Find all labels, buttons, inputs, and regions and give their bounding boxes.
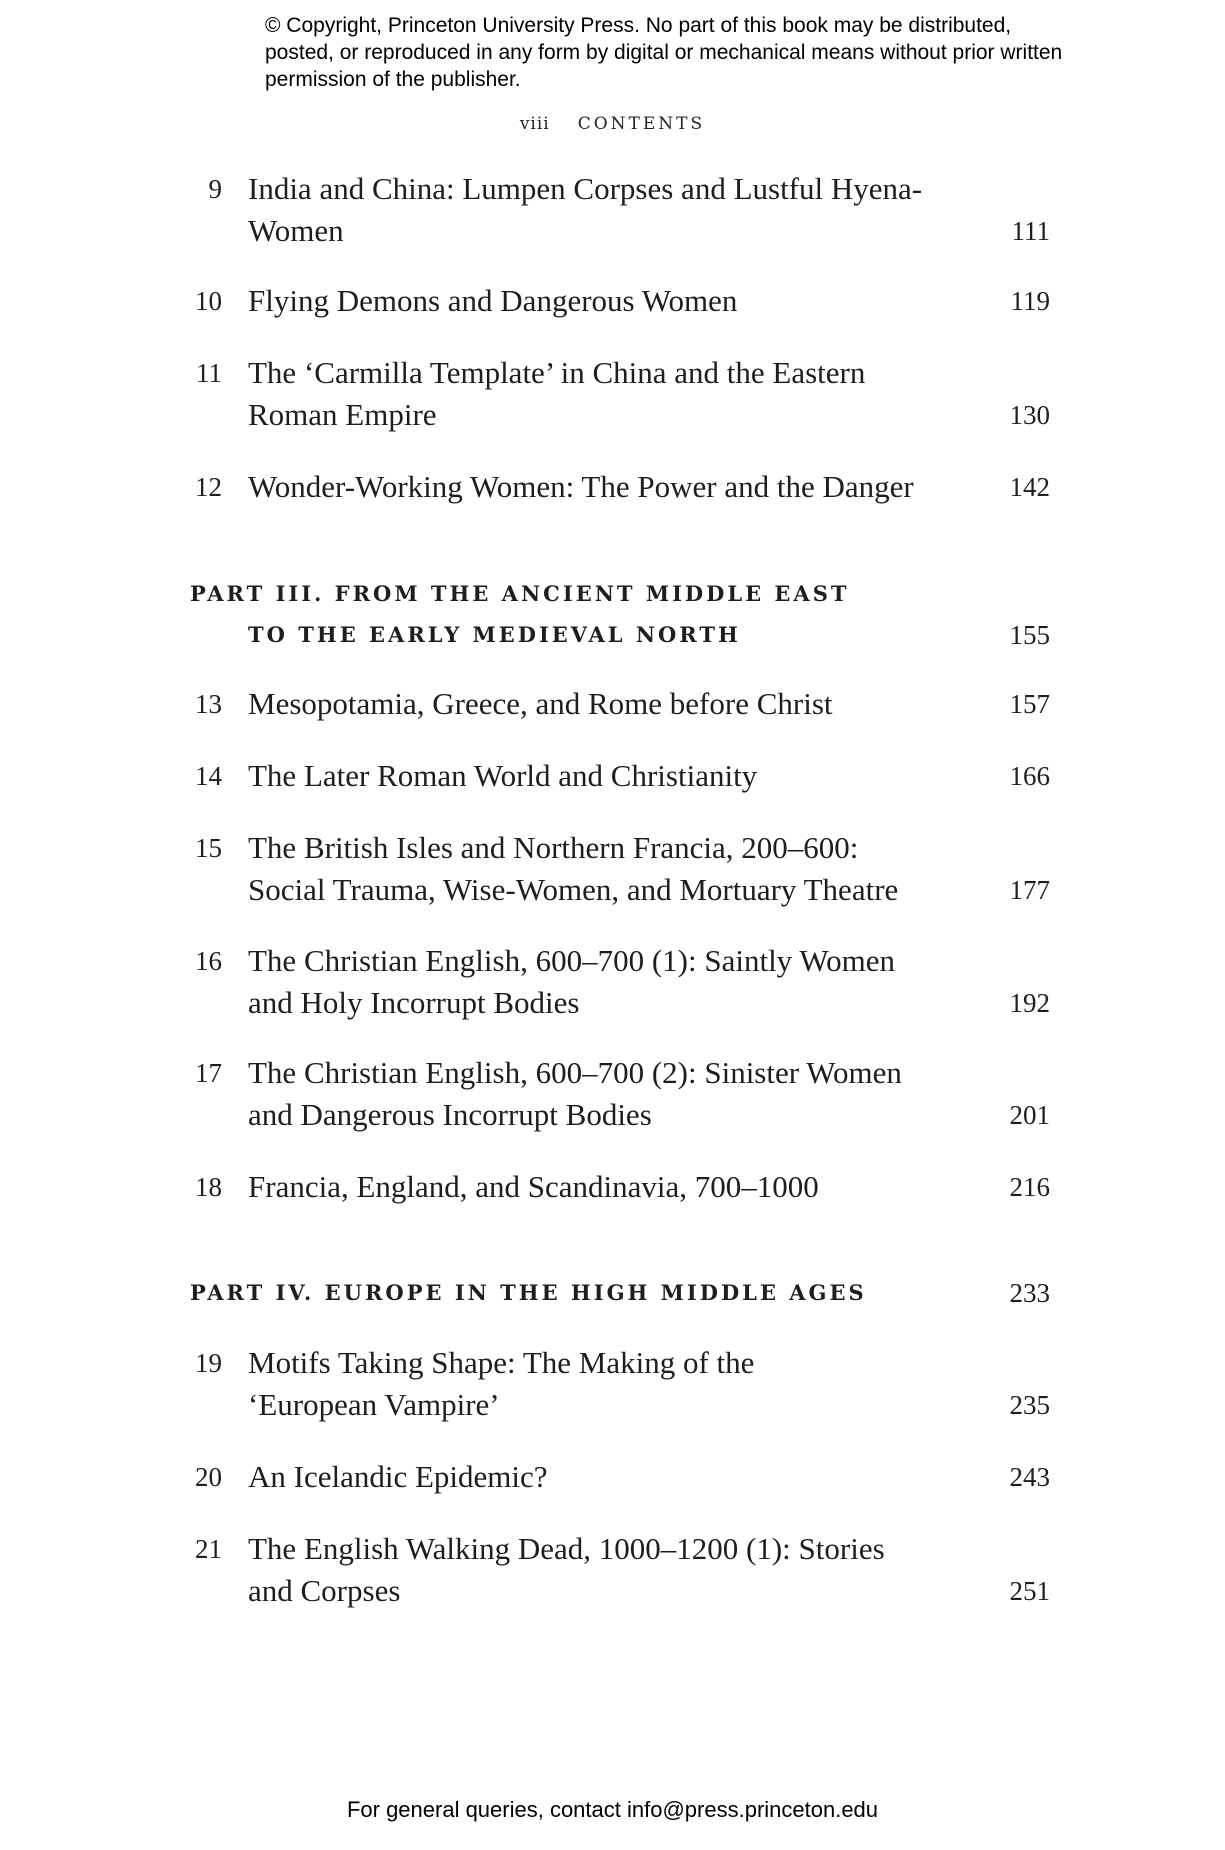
page-number: 119 <box>1010 286 1050 316</box>
chapter-title: The English Walking Dead, 1000–1200 (1): Stories and Corpses <box>248 1531 885 1608</box>
chapter-title: The Later Roman World and Christianity <box>248 758 758 793</box>
page-number: 142 <box>1009 472 1050 502</box>
chapter-number: 14 <box>195 761 222 791</box>
chapter-number: 9 <box>208 174 222 204</box>
chapter-number: 17 <box>195 1058 222 1088</box>
chapter-number: 18 <box>195 1172 222 1202</box>
chapter-title: An Icelandic Epidemic? <box>248 1459 548 1494</box>
chapter-number: 19 <box>195 1348 222 1378</box>
chapter-title: Mesopotamia, Greece, and Rome before Christ <box>248 686 833 721</box>
chapter-number: 10 <box>195 286 222 316</box>
page-number: 192 <box>1009 988 1050 1018</box>
chapter-number: 15 <box>195 833 222 863</box>
chapter-title: The British Isles and Northern Francia, 200–600: Social Trauma, Wise-Women, and Mortuary Theatre <box>248 830 899 907</box>
chapter-number: 16 <box>195 946 222 976</box>
chapter-number: 13 <box>195 689 222 719</box>
chapter-title: Wonder-Working Women: The Power and the Danger <box>248 469 914 504</box>
page-number: 216 <box>1009 1172 1050 1202</box>
chapter-number: 12 <box>195 472 222 502</box>
chapter-number: 11 <box>196 358 222 388</box>
chapter-title: Francia, England, and Scandinavia, 700–1000 <box>248 1169 819 1204</box>
page-number: 177 <box>1009 875 1050 905</box>
page-number: 166 <box>1009 761 1050 791</box>
footer-contact: For general queries, contact info@press.princeton.edu <box>346 1797 879 1822</box>
chapter-title: The Christian English, 600–700 (1): Saintly Women and Holy Incorrupt Bodies <box>248 943 896 1020</box>
page-number: 243 <box>1009 1462 1050 1492</box>
chapter-number: 20 <box>195 1462 222 1492</box>
part-title-line-1: PART III. FROM THE ANCIENT MIDDLE EAST <box>190 581 850 606</box>
page-number: 201 <box>1009 1100 1050 1130</box>
page-number: 157 <box>1009 689 1050 719</box>
chapter-number: 21 <box>195 1534 222 1564</box>
chapter-title: Motifs Taking Shape: The Making of the ‘European Vampire’ <box>248 1345 755 1422</box>
chapter-title: India and China: Lumpen Corpses and Lustful Hyena-Women <box>248 171 923 248</box>
page-number: 130 <box>1009 400 1050 430</box>
copyright-notice: © Copyright, Princeton University Press. No part of this book may be distributed, posted, or reproduced in any form by digital or mechanical means without prior written permission of the publisher. <box>265 14 1063 91</box>
chapter-title: The ‘Carmilla Template’ in China and the Eastern Roman Empire <box>248 355 866 432</box>
page-number: 111 <box>1011 216 1050 246</box>
chapter-title: Flying Demons and Dangerous Women <box>248 283 738 318</box>
part-title-line-1: PART IV. EUROPE IN THE HIGH MIDDLE AGES <box>190 1280 867 1305</box>
chapter-title: The Christian English, 600–700 (2): Sinister Women and Dangerous Incorrupt Bodies <box>248 1055 902 1132</box>
page-number: 235 <box>1009 1390 1050 1420</box>
page-number: 155 <box>1009 620 1050 650</box>
part-title-line-2: TO THE EARLY MEDIEVAL NORTH <box>248 622 741 647</box>
page-folio: viii <box>519 114 550 134</box>
page-number: 251 <box>1009 1576 1050 1606</box>
running-head-title: CONTENTS <box>577 114 706 134</box>
page-number: 233 <box>1009 1278 1050 1308</box>
